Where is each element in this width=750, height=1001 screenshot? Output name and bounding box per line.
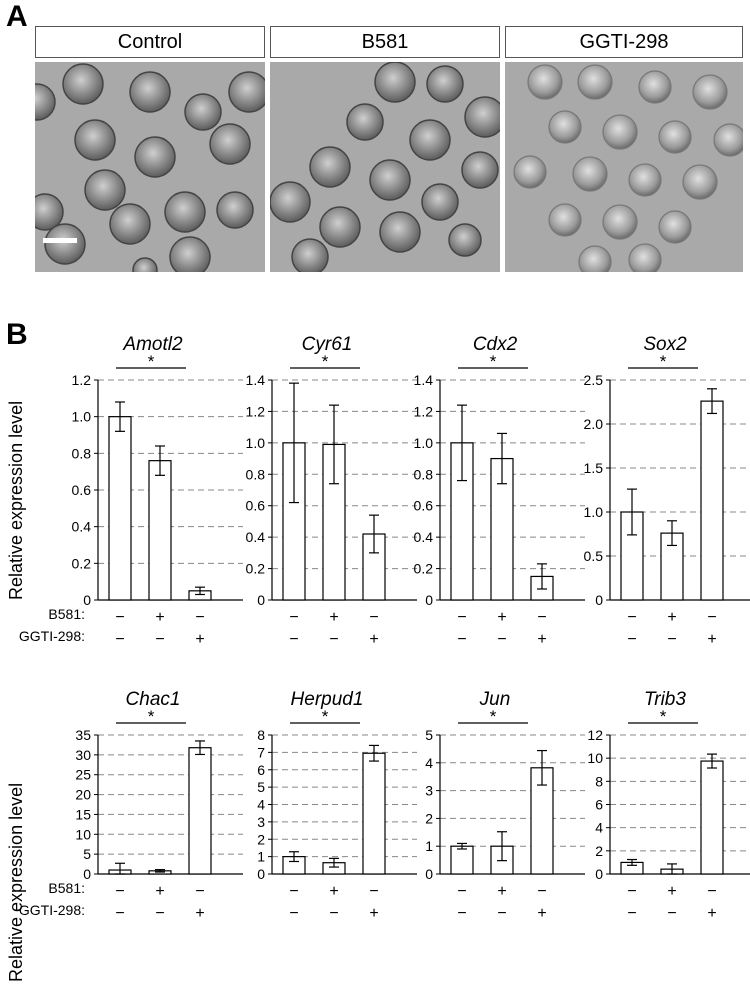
- tick-label: 1: [257, 848, 265, 865]
- significance-star: *: [321, 707, 329, 726]
- tick-label: 0.5: [583, 548, 603, 564]
- tick-label: 0: [257, 592, 265, 608]
- treatment-sign: −: [329, 905, 339, 922]
- chart-title: Cyr61: [301, 334, 353, 355]
- treatment-sign: +: [329, 609, 339, 626]
- tick-label: 10: [75, 826, 91, 843]
- tick-label: 4: [425, 754, 433, 771]
- tick-label: 5: [257, 779, 265, 796]
- tick-label: 2: [425, 810, 433, 827]
- treatment-sign: −: [115, 883, 125, 900]
- treatment-sign: −: [537, 609, 547, 626]
- treatment-sign: +: [667, 609, 677, 626]
- tick-label: 0.6: [71, 482, 91, 498]
- significance-star: *: [659, 707, 667, 726]
- tick-label: 5: [425, 727, 433, 743]
- treatment-sign: −: [627, 631, 637, 648]
- row-label-ggti-top: GGTI-298:: [18, 628, 85, 644]
- tick-label: 2.5: [583, 372, 603, 388]
- row-label-b581-top: B581:: [48, 606, 85, 622]
- treatment-sign: −: [115, 631, 125, 648]
- tick-label: 1.2: [71, 372, 91, 388]
- treatment-sign: −: [537, 883, 547, 900]
- chart-title: Herpud1: [290, 689, 364, 710]
- treatment-sign: +: [329, 883, 339, 900]
- tick-label: 2: [595, 842, 603, 859]
- treatment-sign: +: [195, 905, 205, 922]
- treatment-sign: +: [537, 631, 547, 648]
- significance-star: *: [321, 352, 329, 371]
- tick-label: 6: [595, 796, 603, 813]
- treatment-sign: −: [627, 609, 637, 626]
- chart-title: Trib3: [644, 689, 686, 710]
- tick-label: 2: [257, 831, 265, 848]
- treatment-sign: −: [289, 609, 299, 626]
- significance-star: *: [659, 352, 667, 371]
- y-axis-label-top: Relative expression level: [6, 400, 26, 600]
- treatment-sign: +: [707, 905, 717, 922]
- treatment-sign: −: [115, 609, 125, 626]
- panel-a-letter: A: [6, 0, 28, 33]
- chart-title: Cdx2: [472, 334, 518, 355]
- tick-label: 0: [257, 866, 265, 882]
- tick-label: 20: [75, 786, 91, 803]
- tick-label: 15: [75, 806, 91, 823]
- treatment-sign: −: [667, 631, 677, 648]
- tick-label: 0.6: [245, 497, 265, 514]
- tick-label: 4: [595, 819, 603, 836]
- tick-label: 1.4: [413, 372, 433, 388]
- tick-label: 8: [595, 773, 603, 790]
- tick-label: 2.0: [583, 416, 603, 432]
- tick-label: 0: [425, 592, 433, 608]
- chart-title: Jun: [479, 689, 511, 710]
- chart-title: Chac1: [125, 689, 181, 710]
- treatment-sign: −: [667, 905, 677, 922]
- tick-label: 1.0: [71, 408, 91, 425]
- significance-star: *: [489, 352, 497, 371]
- treatment-sign: −: [195, 883, 205, 900]
- tick-label: 0: [595, 592, 603, 608]
- tick-label: 30: [75, 746, 91, 763]
- significance-star: *: [147, 707, 155, 726]
- treatment-sign: −: [497, 631, 507, 648]
- bar: [701, 761, 723, 874]
- treatment-sign: −: [289, 631, 299, 648]
- tick-label: 1.5: [583, 460, 603, 476]
- treatment-sign: +: [369, 905, 379, 922]
- tick-label: 1.2: [413, 403, 433, 420]
- treatment-sign: −: [329, 631, 339, 648]
- tick-label: 0.4: [71, 518, 91, 535]
- tick-label: 8: [257, 727, 265, 743]
- chart-title: Sox2: [643, 334, 687, 355]
- treatment-sign: +: [537, 905, 547, 922]
- tick-label: 0.2: [413, 560, 433, 577]
- row-label-b581-bottom: B581:: [48, 880, 85, 896]
- treatment-sign: +: [667, 883, 677, 900]
- treatment-sign: +: [497, 883, 507, 900]
- tick-label: 0.2: [71, 555, 91, 572]
- label-control: Control: [35, 26, 265, 58]
- significance-star: *: [489, 707, 497, 726]
- tick-label: 0: [425, 866, 433, 882]
- tick-label: 4: [257, 796, 265, 813]
- tick-label: 5: [83, 846, 91, 863]
- treatment-sign: −: [457, 631, 467, 648]
- label-b581: B581: [270, 26, 500, 58]
- treatment-sign: −: [369, 883, 379, 900]
- tick-label: 0.8: [245, 466, 265, 483]
- treatment-sign: −: [497, 905, 507, 922]
- treatment-sign: −: [289, 905, 299, 922]
- tick-label: 1.2: [245, 403, 265, 420]
- treatment-sign: −: [195, 609, 205, 626]
- treatment-sign: +: [707, 631, 717, 648]
- treatment-sign: −: [155, 905, 165, 922]
- treatment-sign: −: [627, 883, 637, 900]
- treatment-sign: +: [155, 883, 165, 900]
- tick-label: 12: [587, 727, 603, 743]
- tick-label: 1.4: [245, 372, 265, 388]
- tick-label: 0.4: [245, 529, 265, 546]
- tick-label: 0: [595, 866, 603, 882]
- treatment-sign: −: [457, 905, 467, 922]
- treatment-sign: −: [457, 883, 467, 900]
- row-label-ggti-bottom: GGTI-298:: [18, 902, 85, 918]
- treatment-sign: +: [369, 631, 379, 648]
- tick-label: 0.8: [413, 466, 433, 483]
- tick-label: 3: [257, 813, 265, 830]
- treatment-sign: −: [707, 883, 717, 900]
- tick-label: 1: [425, 838, 433, 855]
- treatment-sign: −: [627, 905, 637, 922]
- tick-label: 1.0: [583, 504, 603, 520]
- treatment-sign: −: [289, 883, 299, 900]
- treatment-sign: +: [155, 609, 165, 626]
- tick-label: 0: [83, 592, 91, 608]
- tick-label: 35: [75, 727, 91, 743]
- chart-title: Amotl2: [123, 334, 183, 355]
- treatment-sign: −: [707, 609, 717, 626]
- treatment-sign: −: [155, 631, 165, 648]
- y-axis-label-bottom: Relative expression level: [6, 782, 26, 982]
- tick-label: 0: [83, 866, 91, 882]
- tick-label: 1.0: [245, 434, 265, 451]
- tick-label: 1.0: [413, 434, 433, 451]
- treatment-sign: +: [195, 631, 205, 648]
- tick-label: 0.2: [245, 560, 265, 577]
- tick-label: 0.4: [413, 529, 433, 546]
- significance-star: *: [147, 352, 155, 371]
- label-ggti298: GGTI-298: [505, 26, 743, 58]
- tick-label: 0.6: [413, 497, 433, 514]
- tick-label: 6: [257, 761, 265, 778]
- panel-b-letter: B: [6, 318, 28, 351]
- tick-label: 0.8: [71, 445, 91, 462]
- tick-label: 25: [75, 766, 91, 783]
- treatment-sign: −: [115, 905, 125, 922]
- tick-label: 3: [425, 782, 433, 799]
- treatment-sign: −: [369, 609, 379, 626]
- treatment-sign: +: [497, 609, 507, 626]
- treatment-sign: −: [457, 609, 467, 626]
- tick-label: 10: [587, 750, 603, 767]
- tick-label: 7: [257, 744, 265, 761]
